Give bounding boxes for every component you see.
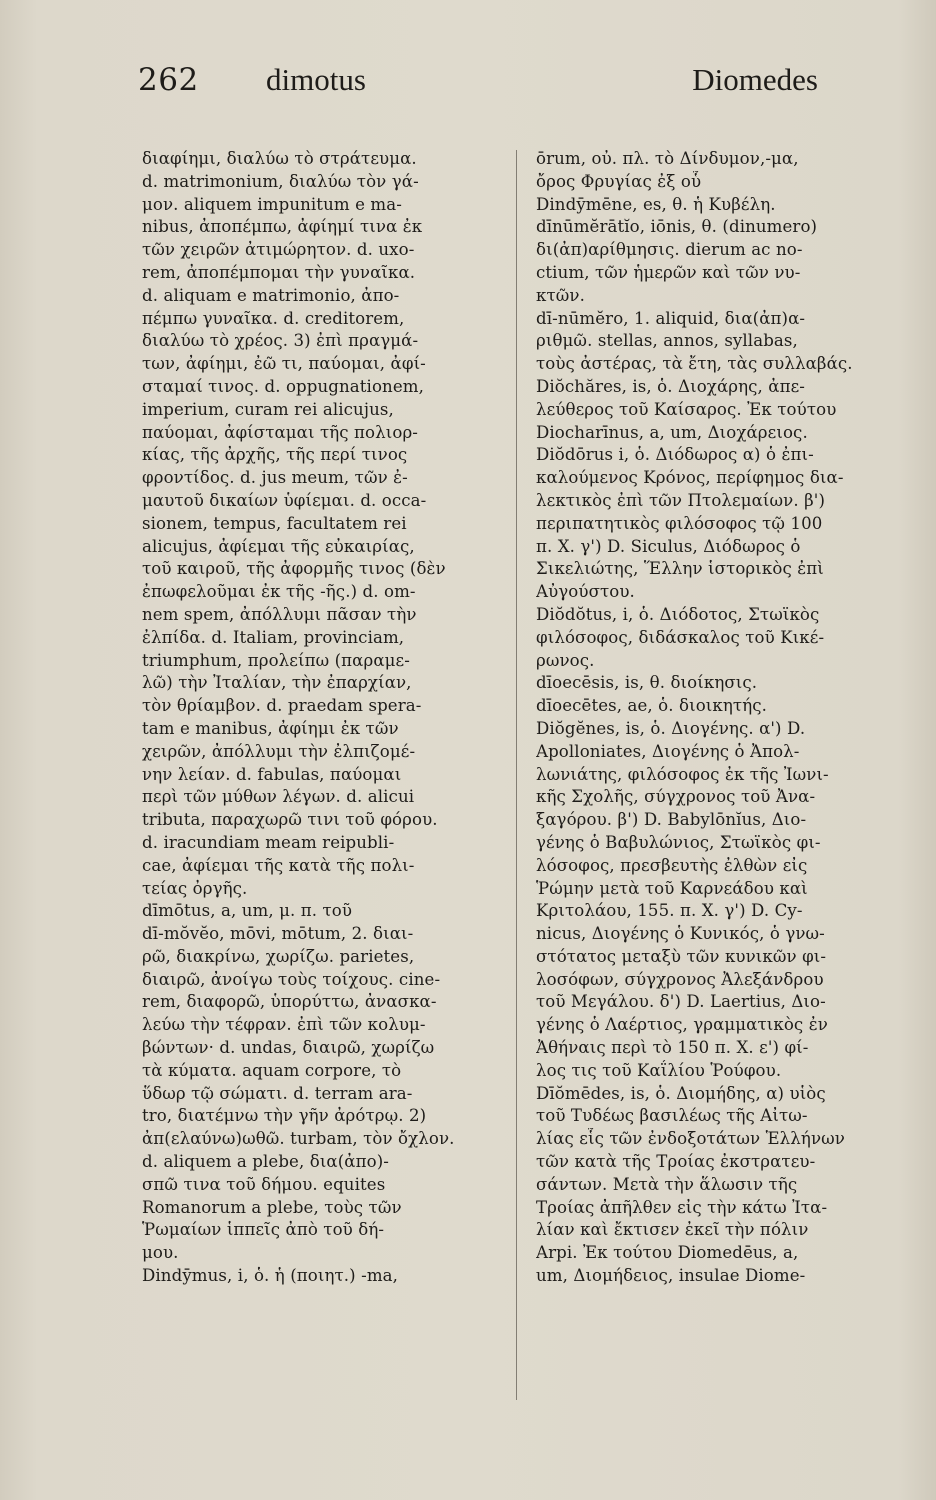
text-line: τείας ὀργῆς. (142, 878, 248, 898)
text-line: d. iracundiam meam reipubli- (142, 832, 395, 852)
text-line: cae, ἀφίεμαι τῆς κατὰ τῆς πολι- (142, 855, 415, 875)
text-line: στότατος μεταξὺ τῶν κυνικῶν φι- (536, 946, 827, 966)
text-line: Κριτολάου, 155. π. Χ. γ') D. Cy- (536, 901, 803, 921)
text-line: λεύθερος τοῦ Καίσαρος. Ἐκ τούτου (536, 399, 837, 419)
text-line: um, Διομήδειος, insulae Diome- (536, 1266, 806, 1286)
text-line: παύομαι, ἀφίσταμαι τῆς πολιορ- (142, 422, 419, 442)
page-number: 262 (138, 62, 199, 98)
text-line: dīmōtus, a, um, μ. π. τοῦ (142, 901, 353, 921)
text-line: nicus, Διογένης ὁ Κυνικός, ὁ γνω- (536, 924, 825, 944)
text-line: κῆς Σχολῆς, σύγχρονος τοῦ Ἀνα- (536, 787, 816, 807)
text-line: Τροίας ἀπῆλθεν εἰς τὴν κάτω Ἰτα- (536, 1197, 828, 1217)
text-line: κίας, τῆς ἀρχῆς, τῆς περί τινος (142, 445, 408, 465)
text-line: dīnūmĕrātĭo, iōnis, θ. (dinumero) (536, 217, 818, 237)
text-line: dī-mŏvĕo, mōvi, mōtum, 2. διαι- (142, 924, 414, 944)
text-line: περιπατητικὸς φιλόσοφος τῷ 100 (536, 513, 823, 533)
text-line: λίαν καὶ ἔκτισεν ἐκεῖ τὴν πόλιν (536, 1220, 809, 1240)
text-line: τὰ κύματα. aquam corpore, τὸ (142, 1060, 402, 1080)
text-line: sionem, tempus, facultatem rei (142, 513, 407, 533)
text-line: Ῥωμαίων ἱππεῖς ἀπὸ τοῦ δή- (142, 1220, 385, 1240)
text-line: τὸν θρίαμβον. d. praedam spera- (142, 696, 422, 716)
text-line: π. Χ. γ') D. Siculus, Διόδωρος ὁ (536, 536, 801, 556)
text-line: ρωνος. (536, 650, 595, 670)
text-line: σάντων. Μετὰ τὴν ἅλωσιν τῆς (536, 1174, 798, 1194)
text-line: dī-nūmĕro, 1. aliquid, δια(ἀπ)α- (536, 308, 806, 328)
text-line: nibus, ἀποπέμπω, ἀφίημί τινα ἐκ (142, 217, 423, 237)
text-line: rem, διαφορῶ, ὑπορύττω, ἀνασκα- (142, 992, 437, 1012)
text-line: dīoecētes, ae, ὁ. διοικητής. (536, 696, 768, 716)
text-line: πέμπω γυναῖκα. d. creditorem, (142, 308, 405, 328)
text-line: ἐπωφελοῦμαι ἐκ τῆς -ῆς.) d. om- (142, 582, 416, 602)
column-divider (516, 150, 517, 1400)
text-line: λίας εἷς τῶν ἐνδοξοτάτων Ἑλλήνων (536, 1129, 845, 1149)
text-line: φροντίδος. d. jus meum, τῶν ἐ- (142, 468, 408, 488)
text-line: τοῦ Μεγάλου. δ') D. Laertius, Διο- (536, 992, 826, 1012)
text-line: καλούμενος Κρόνος, περίφημος δια- (536, 468, 844, 488)
text-line: Diŏdōrus i, ὁ. Διόδωρος α) ὁ ἐπι- (536, 445, 814, 465)
text-line: nem spem, ἀπόλλυμι πᾶσαν τὴν (142, 604, 417, 624)
text-line: ὕδωρ τῷ σώματι. d. terram ara- (142, 1083, 413, 1103)
text-line: dīoecēsis, is, θ. διοίκησις. (536, 673, 758, 693)
text-line: κτῶν. (536, 285, 585, 305)
text-line: Diŏchăres, is, ὁ. Διοχάρης, ἀπε- (536, 376, 805, 396)
guide-word-first: dimotus (266, 62, 366, 97)
text-line: ctium, τῶν ἡμερῶν καὶ τῶν νυ- (536, 262, 801, 282)
text-line: λῶ) τὴν Ἰταλίαν, τὴν ἐπαρχίαν, (142, 673, 412, 693)
text-line: Dindȳmēne, es, θ. ἡ Κυβέλη. (536, 194, 776, 214)
text-line: tro, διατέμνω τὴν γῆν ἀρότρῳ. 2) (142, 1106, 427, 1126)
text-line: ōrum, οὐ. πλ. τὸ Δίνδυμον,-μα, (536, 149, 799, 168)
text-line: λόσοφος, πρεσβευτὴς ἐλθὼν εἰς (536, 855, 808, 875)
text-line: φιλόσοφος, διδάσκαλος τοῦ Κικέ- (536, 627, 825, 647)
guide-word-last: Diomedes (692, 62, 818, 97)
text-line: δι(ἀπ)αρίθμησις. dierum ac no- (536, 240, 803, 260)
text-line: λεύω τὴν τέφραν. ἐπὶ τῶν κολυμ- (142, 1015, 426, 1035)
text-line: βώντων· d. undas, διαιρῶ, χωρίζω (142, 1038, 435, 1058)
right-column (536, 148, 904, 1438)
text-line: διαλύω τὸ χρέος. 3) ἐπὶ πραγμά- (142, 331, 419, 351)
text-line: alicujus, ἀφίεμαι τῆς εὐκαιρίας, (142, 536, 415, 556)
text-line: Romanorum a plebe, τοὺς τῶν (142, 1197, 402, 1217)
text-line: triumphum, προλείπω (παραμε- (142, 650, 410, 670)
text-line: tributa, παραχωρῶ τινι τοῦ φόρου. (142, 810, 438, 830)
text-line: γένης ὁ Λαέρτιος, γραμματικὸς ἐν (536, 1015, 828, 1035)
text-line: ὄρος Φρυγίας ἐξ οὗ (536, 171, 702, 191)
text-line: τοὺς ἀστέρας, τὰ ἔτη, τὰς συλλαβάς. (536, 354, 853, 374)
text-line: διαφίημι, διαλύω τὸ στράτευμα. (142, 149, 417, 168)
text-line: tam e manibus, ἀφίημι ἐκ τῶν (142, 718, 399, 738)
text-line: λωνιάτης, φιλόσοφος ἐκ τῆς Ἰωνι- (536, 764, 829, 784)
text-line: τῶν χειρῶν ἀτιμώρητον. d. uxo- (142, 240, 415, 260)
text-line: ρῶ, διακρίνω, χωρίζω. parietes, (142, 946, 415, 966)
text-line: μαυτοῦ δικαίων ὑφίεμαι. d. occa- (142, 490, 427, 510)
text-line: Ἀθήναις περὶ τὸ 150 π. Χ. ε') φί- (536, 1038, 809, 1058)
text-line: ριθμῶ. stellas, annos, syllabas, (536, 331, 798, 351)
text-line: περὶ τῶν μύθων λέγων. d. alicui (142, 787, 415, 807)
text-line: τῶν κατὰ τῆς Τροίας ἐκστρατευ- (536, 1152, 816, 1172)
text-line: Diŏdŏtus, i, ὁ. Διόδοτος, Στωϊκὸς (536, 604, 820, 624)
text-line: ἐλπίδα. d. Italiam, provinciam, (142, 627, 405, 647)
text-line: Diŏgĕnes, is, ὁ. Διογένης. α') D. (536, 718, 806, 738)
text-line: Σικελιώτης, Ἕλλην ἱστορικὸς ἐπὶ (536, 559, 824, 579)
text-line: Diocharīnus, a, um, Διοχάρειος. (536, 422, 808, 442)
text-line: rem, ἀποπέμπομαι τὴν γυναῖκα. (142, 262, 416, 282)
text-line: Apolloniates, Διογένης ὁ Ἀπολ- (536, 741, 800, 761)
text-line: διαιρῶ, ἀνοίγω τοὺς τοίχους. cine- (142, 969, 441, 989)
text-line: d. aliquam e matrimonio, ἀπο- (142, 285, 400, 305)
text-line: των, ἀφίημι, ἐῶ τι, παύομαι, ἀφί- (142, 354, 426, 374)
text-line: μον. aliquem impunitum e ma- (142, 194, 402, 214)
text-line: μου. (142, 1243, 179, 1263)
text-line: Dindȳmus, i, ὁ. ἡ (ποιητ.) -ma, (142, 1266, 399, 1286)
text-line: σπῶ τινα τοῦ δήμου. equites (142, 1174, 386, 1194)
text-line: imperium, curam rei alicujus, (142, 399, 394, 419)
text-line: λεκτικὸς ἐπὶ τῶν Πτολεμαίων. β') (536, 490, 826, 510)
text-line: λος τις τοῦ Καΐλίου Ῥούφου. (536, 1060, 782, 1080)
text-line: Αὐγούστου. (536, 582, 635, 602)
text-line: Arpi. Ἐκ τούτου Diomedēus, a, (536, 1243, 799, 1263)
text-line: χειρῶν, ἀπόλλυμι τὴν ἐλπιζομέ- (142, 741, 416, 761)
text-line: Ῥώμην μετὰ τοῦ Καρνεάδου καὶ (536, 878, 808, 898)
text-line: τοῦ Τυδέως βασιλέως τῆς Αἰτω- (536, 1106, 808, 1126)
left-column (142, 148, 510, 1438)
text-line: ξαγόρου. β') D. Babylōnĭus, Διο- (536, 810, 807, 830)
text-line: γένης ὁ Βαβυλώνιος, Στωϊκὸς φι- (536, 832, 821, 852)
text-line: d. matrimonium, διαλύω τὸν γά- (142, 171, 419, 191)
text-line: νην λείαν. d. fabulas, παύομαι (142, 764, 402, 784)
running-head (138, 62, 818, 112)
text-line: ἀπ(ελαύνω)ωθῶ. turbam, τὸν ὄχλον. (142, 1129, 455, 1149)
text-line: σταμαί τινος. d. oppugnationem, (142, 376, 424, 396)
text-line: τοῦ καιροῦ, τῆς ἀφορμῆς τινος (δὲν (142, 559, 446, 579)
text-line: Dīŏmēdes, is, ὁ. Διομήδης, α) υἱὸς (536, 1083, 826, 1103)
text-line: d. aliquem a plebe, δια(ἀπο)- (142, 1152, 389, 1172)
text-line: λοσόφων, σύγχρονος Ἀλεξάνδρου (536, 969, 824, 989)
